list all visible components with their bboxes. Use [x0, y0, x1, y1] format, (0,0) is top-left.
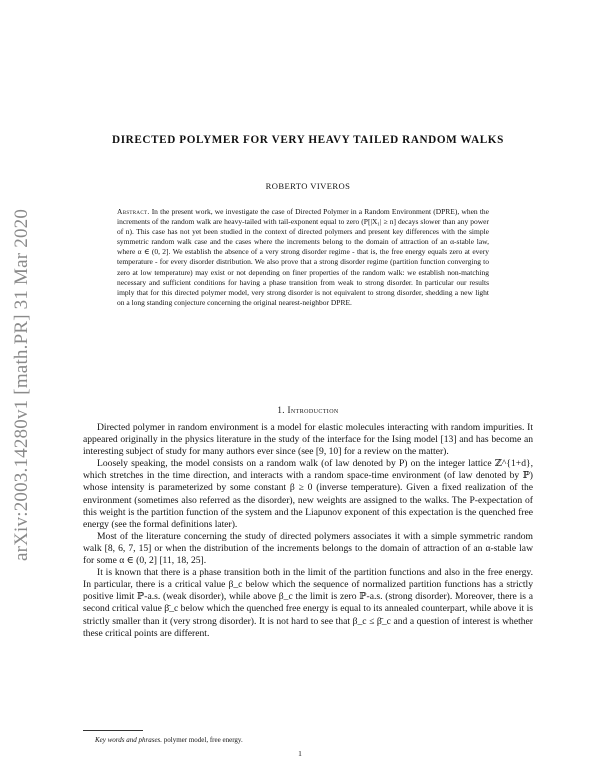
arxiv-identifier: arXiv:2003.14280v1 [math.PR] 31 Mar 2020 — [11, 208, 33, 562]
arxiv-sidebar — [4, 175, 40, 595]
footnote-label: Key words and phrases. — [95, 736, 163, 744]
footnote-text: polymer model, free energy. — [163, 736, 243, 744]
author-name: ROBERTO VIVEROS — [265, 181, 351, 191]
paragraph: It is known that there is a phase transition both in the limit of the partition functions and also in the free energy. In particular, there is a critical value β_c below which the sequence of normalized partition functions has a strictly positive limit ℙ-a.s. (weak disorder), while above β_c the limit is zero ℙ-a.s. (strong disorder). Moreover, there is a second critical value β̄_c below which the quenched free energy is equal to its annealed counterpart, while above it is strictly smaller than it (very strong disorder). It is not hard to see that β_c ≤ β̄_c and a question of interest is whether these critical points are different. — [83, 567, 533, 639]
abstract-text: In the present work, we investigate the case of Directed Polymer in a Random Environment (DPRE), when the increments of the random walk are heavy-tailed with tail-exponent equal to zero (P[|X₁| ≥ n] decays slower than any power of n). This case has not yet been studied in the context of directed polymers and present key differences with the simple symmetric random walk case and the cases where the increments belong to the domain of attraction of an α-stable law, where α ∈ (0, 2]. We establish the absence of a very strong disorder regime - that is, the free energy equals zero at every temperature - for every disorder distribution. We also prove that a strong disorder regime (partition function converging to zero at low temperature) may exist or not depending on finer properties of the random walk: we establish non-matching necessary and sufficient conditions for having a phase transition from weak to strong disorder. In particular our results imply that for this directed polymer model, very strong disorder is not equivalent to strong disorder, shedding a new light on a long standing conjecture concerning the original nearest-neighbor DPRE. — [117, 207, 490, 307]
footnote — [83, 736, 243, 744]
paragraph: Loosely speaking, the model consists on a random walk (of law denoted by P) on the integer lattice ℤ^{1+d}, which stretches in the time direction, and interacts with a random space-time environment (of law denoted by ℙ) whose intensity is parameterized by some constant β ≥ 0 (inverse temperature). Given a fixed realization of the environment (sometimes also referred as the disorder), new weights are assigned to the walks. The P-expectation of this weight is the partition function of the system and the Liapunov exponent of this expectation is the quenched free energy (see the formal definitions later). — [83, 458, 533, 530]
section-heading: 1. Introduction — [277, 405, 339, 415]
paragraph: Most of the literature concerning the study of directed polymers associates it with a simple symmetric random walk [8, 6, 7, 15] or when the distribution of the increments belongs to the domain of attraction of an α-stable law for some α ∈ (0, 2] [11, 18, 25]. — [83, 530, 533, 567]
paper-title: DIRECTED POLYMER FOR VERY HEAVY TAILED RANDOM WALKS — [112, 134, 504, 146]
abstract — [117, 207, 489, 308]
paragraph: Directed polymer in random environment is a model for elastic molecules interacting with random impurities. It appeared originally in the physics literature in the study of the interface for the Ising model [13] and has become an interesting subject of study for many authors ever since (see [9, 10] for a review on the matter). — [83, 422, 533, 458]
page-number: 1 — [298, 749, 302, 758]
abstract-label: Abstract. — [117, 207, 150, 216]
body-text — [83, 422, 533, 640]
footnote-divider — [83, 730, 143, 731]
